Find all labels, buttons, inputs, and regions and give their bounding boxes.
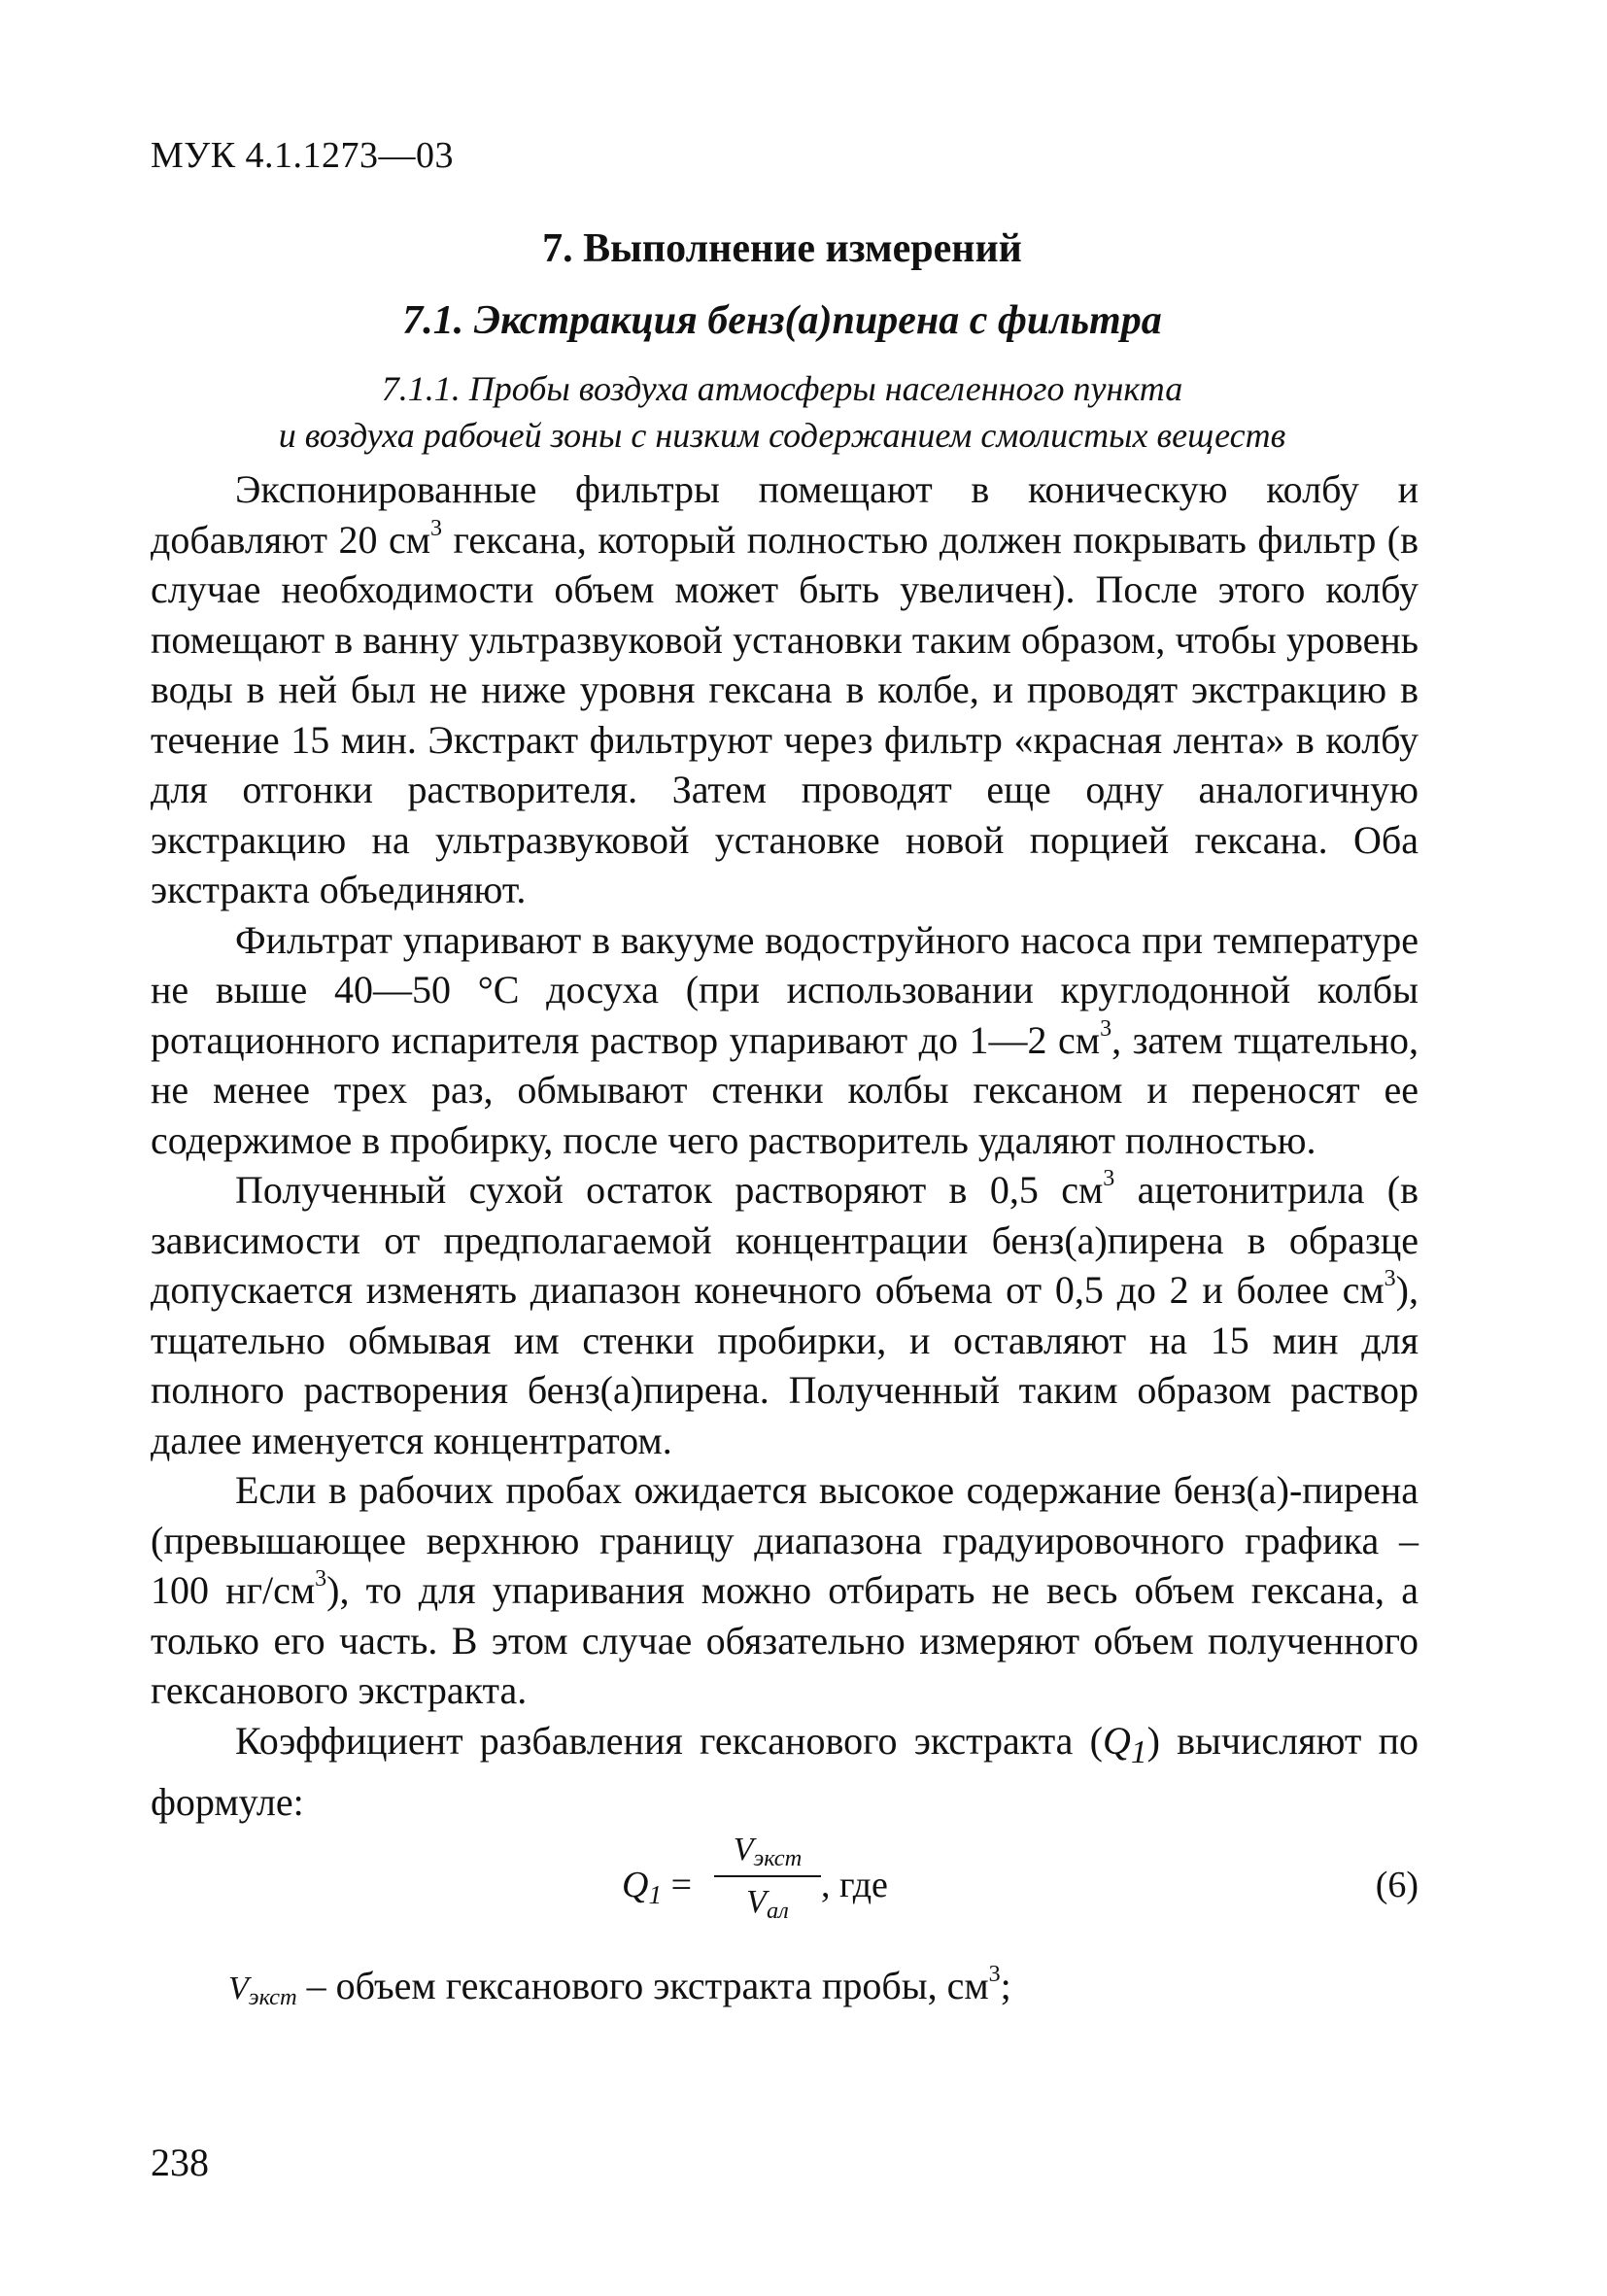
- symbol-q: Q: [1103, 1718, 1131, 1763]
- paragraph-3-text-c: ), тщательно обмывая им стенки пробирки, и оставляют на 15 мин для полного растворения бенз(а)пирена. Полученный таким образом раствор далее именуется концентратом.: [151, 1268, 1419, 1462]
- formula-lhs: [622, 1864, 692, 1910]
- body-text: [151, 464, 1419, 1828]
- paragraph-2-text-a: Фильтрат упаривают в вакууме водоструйного насоса при температуре не выше 40—50 °С досуха (при использовании круглодонной колбы ротационного испарителя раствор упаривают до 1—2 см: [151, 917, 1419, 1062]
- formula-number: (6): [1375, 1865, 1419, 1905]
- paragraph-4-text-b: ), то для упаривания можно отбирать не весь объем гексана, а только его часть. В этом случае обязательно измеряют объем полученного гексанового экстракта.: [151, 1568, 1419, 1712]
- paragraph-4: [151, 1465, 1419, 1716]
- subsection-title: 7.1. Экстракция бенз(а)пирена с фильтра: [402, 298, 1162, 343]
- formula-lhs-symbol: Q: [622, 1865, 649, 1905]
- definition-symbol-letter: V: [228, 1970, 249, 2006]
- denominator-symbol: V: [746, 1884, 767, 1920]
- numerator-symbol: V: [733, 1832, 754, 1868]
- superscript: 3: [315, 1566, 327, 1592]
- running-head: МУК 4.1.1273—03: [151, 135, 455, 176]
- superscript: 3: [1384, 1266, 1396, 1291]
- paragraph-1-text-b: гексана, который полностью должен покрывать фильтр (в случае необходимости объем может быть увеличен). После этого колбу помещают в ванну ультразвуковой установки таким образом, чтобы уровень воды в ней был не ниже уровня гексана в колбе, и проводят экстракцию в течение 15 мин. Экстракт фильтруют через фильтр «красная лента» в колбу для отгонки растворителя. Затем проводят еще одну аналогичную экстракцию на ультразвуковой установке новой порцией гексана. Оба экстракта объединяют.: [151, 517, 1419, 911]
- section-title: 7. Выполнение измерений: [542, 226, 1022, 271]
- subsubsection-title-line1: 7.1.1. Пробы воздуха атмосферы населенного пункта: [381, 369, 1183, 408]
- formula-lhs-subscript: 1: [648, 1879, 663, 1909]
- fraction-bar: [714, 1875, 821, 1877]
- formula-denominator: [714, 1879, 821, 1926]
- superscript: 3: [1100, 1015, 1112, 1042]
- paragraph-3-text-b: ацетонитрила (в зависимости от предполагаемой концентрации бенз(а)пирена в образце допускается изменять диапазон конечного объема от 0,5 до 2 и более см: [151, 1168, 1419, 1312]
- paragraph-3: [151, 1165, 1419, 1465]
- superscript: 3: [988, 1962, 1001, 1987]
- paragraph-2-text-b: , затем тщательно, не менее трех раз, обмывают стенки колбы гексаном и переносят ее содержимое в пробирку, после чего растворитель удаляют полностью.: [151, 1017, 1419, 1162]
- definition-line: [228, 1963, 1011, 2011]
- paragraph-5-text-a: Коэффициент разбавления гексанового экстракта (: [235, 1718, 1103, 1763]
- paragraph-5-text-b: ) вычисляют по формуле:: [151, 1718, 1419, 1824]
- superscript: 3: [1103, 1166, 1115, 1191]
- symbol-q-subscript: 1: [1130, 1733, 1147, 1770]
- paragraph-1: [151, 464, 1419, 915]
- subsubsection-title: [151, 365, 1414, 459]
- subsubsection-title-line2: и воздуха рабочей зоны с низким содержанием смолистых веществ: [278, 416, 1286, 455]
- definition-end: ;: [1000, 1964, 1011, 2007]
- numerator-subscript: экст: [753, 1845, 803, 1872]
- paragraph-2: [151, 915, 1419, 1166]
- paragraph-3-text-a: Полученный сухой остаток растворяют в 0,5 см: [235, 1168, 1104, 1212]
- paragraph-1-text-a: Экспонированные фильтры помещают в коническую колбу и добавляют 20 см: [151, 467, 1419, 562]
- paragraph-5: [151, 1716, 1419, 1828]
- denominator-subscript: ал: [766, 1898, 789, 1925]
- definition-text: – объем гексанового экстракта пробы, см: [296, 1964, 989, 2007]
- formula-6: [151, 1827, 1419, 1953]
- superscript: 3: [430, 515, 443, 541]
- formula-numerator: [714, 1827, 821, 1873]
- formula-tail: , где: [821, 1865, 888, 1905]
- page-number: 238: [151, 2141, 209, 2184]
- paragraph-4-text-a: Если в рабочих пробах ожидается высокое содержание бенз(а)-пирена (превышающее верхнюю границу диапазона градуировочного графика – 100 нг/см: [151, 1468, 1419, 1612]
- definition-symbol: [228, 1970, 297, 2011]
- formula-equals: =: [670, 1865, 693, 1905]
- formula-fraction: [714, 1827, 821, 1926]
- definition-symbol-subscript: экст: [248, 1984, 297, 2011]
